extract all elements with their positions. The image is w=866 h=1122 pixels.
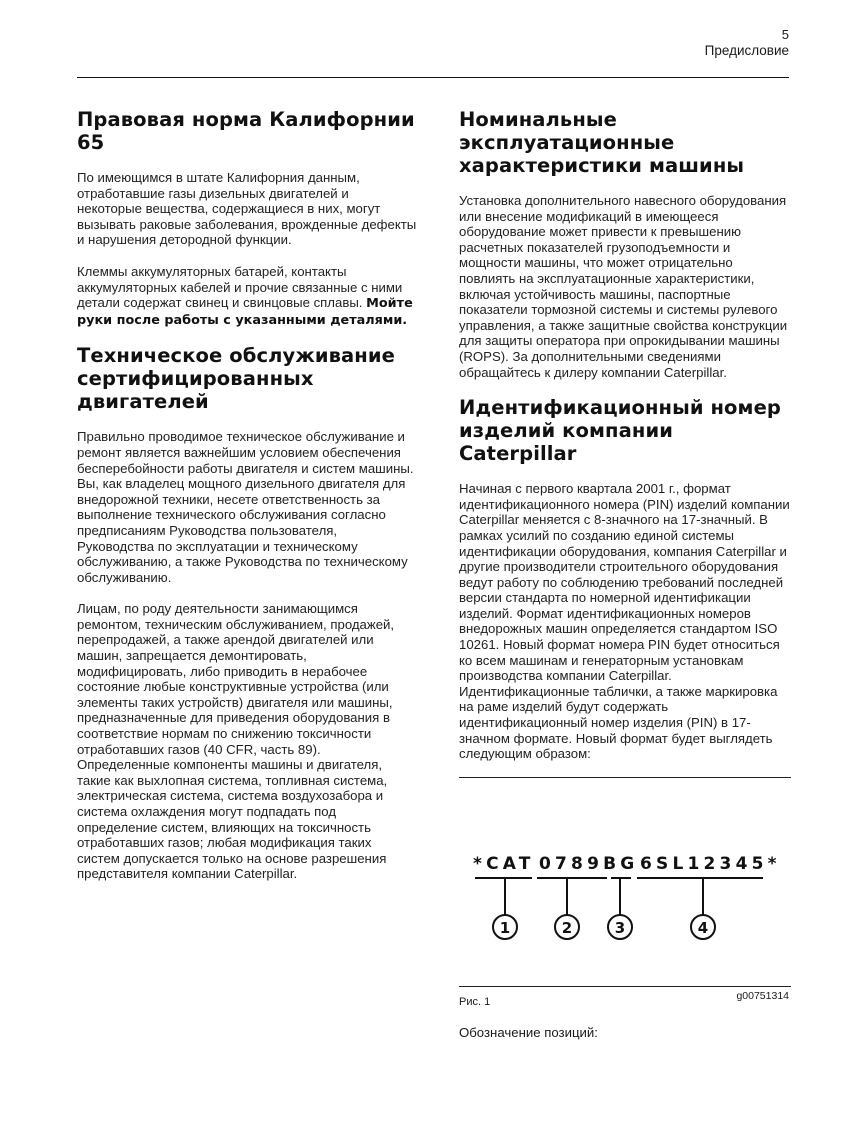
california-paragraph-1: По имеющимся в штате Калифорния данным, отработавшие газы дизельных двигателей и некоторые вещества, содержащиеся в них, могут вызывать раковые заболевания, врожденные дефекты и нарушения детородной функции. (77, 170, 417, 248)
pin-group-serial: 6SL12345* (640, 854, 781, 874)
pin-group-model: 0789BG (539, 854, 639, 874)
page-number: 5 (781, 27, 789, 42)
figure-bottom-rule (459, 986, 791, 987)
california-title: Правовая норма Калифорнии 65 (77, 108, 415, 154)
pin-title: Идентификационный номер изделий компании Caterpillar (459, 396, 781, 466)
maintenance-paragraph-2: Лицам, по роду деятельности занимающимся ремонтом, техническим обслуживанием, продажей, перепродажей, а также арендой двигателей или машин, запрещается демонтировать, модифицировать, либо приводить в нерабочее состояние любые конструктивные устройства (или элементы таких устройств) двигателя или машины, предназначенные для приведения оборудования в соответствие нормам по снижению токсичности отработавших газов (40 CFR, часть 89). Определенные компоненты машины и двигателя, такие как выхлопная система, топливная система, электрическая система, система воздухозабора и система охлаждения могут подпадать под определение систем, влияющих на токсичность отработавших газов; любая модификация таких систем допускается только на основе разрешения представителя компании Caterpillar. (77, 601, 395, 882)
ratings-title: Номинальные эксплуатационные характеристики машины (459, 108, 745, 177)
figure-top-rule (459, 777, 791, 778)
maintenance-title: Техническое обслуживание сертифицированных двигателей (77, 344, 395, 414)
maintenance-paragraph-1: Правильно проводимое техническое обслуживание и ремонт является важнейшим условием обеспечения бесперебойности работы двигателя и систем машины. Вы, как владелец мощного дизельного двигателя для внедорожной техники, несете ответственность за выполнение технического обслуживания согласно предписаниям Руководства пользователя, Руководства по эксплуатации и техническому обслуживанию, а также Руководства по техническому обслуживанию. (77, 429, 414, 585)
ratings-paragraph: Установка дополнительного навесного оборудования или внесение модификаций в имеющееся оборудование может привести к превышению расчетных показателей грузоподъемности и мощности машины, что может отрицательно повлиять на эксплуатационные характеристики, включая устойчивость машины, паспортные показатели тормозной системы и системы рулевого управления, а также защитные свойства конструкции для защиты оператора при опрокидывании машины (ROPS). За дополнительными сведениями обращайтесь к дилеру компании Caterpillar. (459, 193, 788, 380)
callout-label-2: 2 (561, 919, 573, 937)
california-paragraph-2-text: Клеммы аккумуляторных батарей, контакты аккумуляторных кабелей и прочие связанные с ними детали содержат свинец и свинцовые сплавы. (77, 263, 403, 311)
california-paragraph-2 (77, 264, 417, 328)
figure-image-id: g00751314 (736, 990, 789, 1002)
left-column (77, 108, 417, 898)
pin-paragraph: Начиная с первого квартала 2001 г., формат идентификационного номера (PIN) изделий компании Caterpillar меняется с 8-значного на 17-значный. В рамках усилий по созданию единой системы идентификации оборудования, компания Caterpillar и другие производители строительного оборудования ведут работу по соблюдению требований последней версии стандарта по номерной идентификации изделий. Формат идентификационных номеров внедорожных машин определяется стандартом ISO 10261. Новый формат номера PIN будет относиться ко всем машинам и генераторным установкам производства компании Caterpillar. Идентификационные таблички, а также маркировка на раме изделий будут содержать идентификационный номер изделия (PIN) в 17-значном формате. Новый формат будет выглядеть следующим образом: (459, 481, 790, 762)
pin-group-prefix: *CAT (473, 854, 535, 874)
header-rule (77, 77, 789, 78)
callout-label-4: 4 (697, 919, 709, 937)
callout-label-1: 1 (499, 919, 511, 937)
section-name: Предисловие (704, 43, 789, 58)
callout-label-3: 3 (614, 919, 626, 937)
right-column (459, 108, 791, 778)
figure-caption: Рис. 1 (459, 996, 491, 1008)
pin-format-figure (459, 840, 791, 945)
legend-title: Обозначение позиций: (459, 1025, 598, 1040)
california-warning-bold: Мойте руки после работы с указанными деталями. (77, 296, 413, 328)
